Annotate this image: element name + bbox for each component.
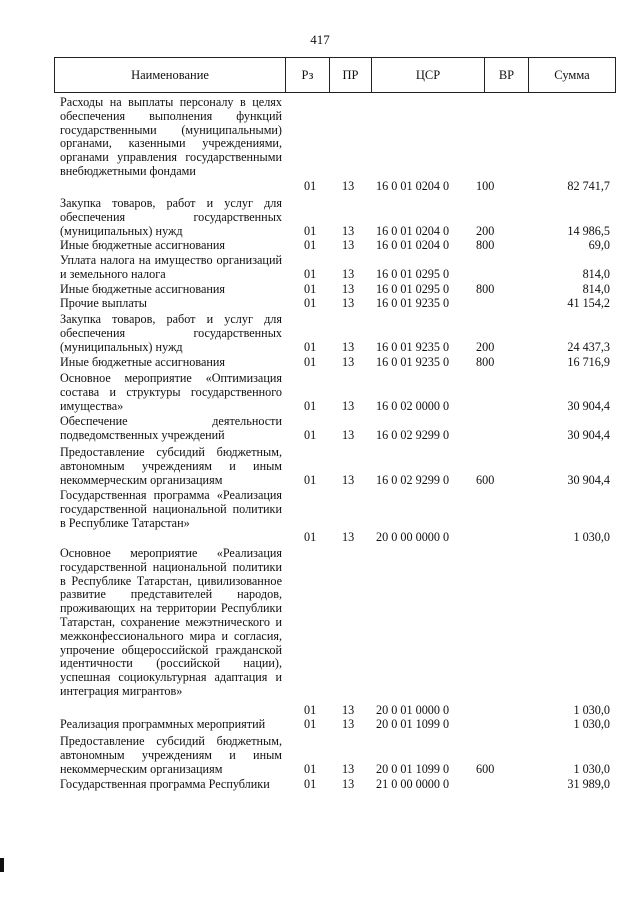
row-sum: 30 904,4 [567,473,610,487]
row-sum: 1 030,0 [573,703,610,717]
row-csr: 20 0 01 1099 0 [376,717,450,731]
row-sum: 14 986,5 [567,224,610,238]
row-csr: 16 0 01 0204 0 [376,179,450,193]
row-name: Основное мероприятие «Реализация государственной национальной политики в Республике Татарстан, цивилизованное развитие представителей народов, проживающих на территории Республики Татарстан, сохранение межэтнического и межконфессионального мира и согласия, упрочение общероссийской гражданской идентичности (российской нации), успешная социокультурная адаптация и интеграция мигрантов» [60,546,282,698]
row-sum: 30 904,4 [567,399,610,413]
row-csr: 21 0 00 0000 0 [376,777,450,791]
row-csr: 20 0 00 0000 0 [376,530,450,544]
header-csr: ЦСР [372,58,485,92]
row-name: Расходы на выплаты персоналу в целях обеспечения выполнения функций государственными (муниципальными) органами, казенными учреждениями, органами управления государственными внебюджетными фондами [60,95,282,178]
row-csr: 20 0 01 1099 0 [376,762,450,776]
row-pr: 13 [342,530,355,544]
row-name: Уплата налога на имущество организаций и земельного налога [60,253,282,281]
header-vr: ВР [485,58,529,92]
row-vr: 600 [476,473,495,487]
row-name: Государственная программа «Реализация государственной национальной политики в Республике Татарстан» [60,488,282,530]
row-sum: 41 154,2 [567,296,610,310]
row-name: Иные бюджетные ассигнования [60,238,226,252]
row-pr: 13 [342,777,355,791]
row-name: Обеспечение деятельности подведомственных учреждений [60,414,282,442]
row-rz: 01 [304,428,317,442]
row-sum: 30 904,4 [567,428,610,442]
header-name: Наименование [55,58,286,92]
row-name: Государственная программа Республики [60,777,270,791]
header-sum: Сумма [554,68,590,82]
row-csr: 16 0 02 9299 0 [376,473,450,487]
table-header [54,57,616,93]
row-pr: 13 [342,179,355,193]
row-vr: 200 [476,340,495,354]
row-rz: 01 [304,355,317,369]
row-pr: 13 [342,399,355,413]
row-rz: 01 [304,224,317,238]
header-rz: Рз [286,58,330,92]
row-rz: 01 [304,530,317,544]
header-pr: ПР [330,58,372,92]
row-sum: 1 030,0 [573,530,610,544]
row-pr: 13 [342,267,355,281]
row-pr: 13 [342,340,355,354]
row-sum: 1 030,0 [573,717,610,731]
row-rz: 01 [304,296,317,310]
row-name: Закупка товаров, работ и услуг для обеспечения государственных (муниципальных) нужд [60,196,282,238]
row-csr: 20 0 01 0000 0 [376,703,450,717]
row-csr: 16 0 02 0000 0 [376,399,450,413]
row-vr: 800 [476,355,495,369]
row-csr: 16 0 01 0295 0 [376,267,450,281]
row-rz: 01 [304,238,317,252]
row-pr: 13 [342,296,355,310]
row-rz: 01 [304,473,317,487]
row-sum: 82 741,7 [567,179,610,193]
row-pr: 13 [342,717,355,731]
row-pr: 13 [342,473,355,487]
row-name: Предоставление субсидий бюджетным, автономным учреждениям и иным некоммерческим организациям [60,445,282,487]
row-pr: 13 [342,355,355,369]
row-rz: 01 [304,267,317,281]
row-pr: 13 [342,238,355,252]
row-csr: 16 0 02 9299 0 [376,428,450,442]
row-rz: 01 [304,777,317,791]
row-sum: 69,0 [588,238,610,252]
row-rz: 01 [304,282,317,296]
row-name: Основное мероприятие «Оптимизация состава и структуры государственного имущества» [60,371,282,413]
row-sum: 814,0 [582,267,610,281]
row-rz: 01 [304,399,317,413]
page-number: 417 [310,32,330,47]
row-pr: 13 [342,282,355,296]
row-sum: 16 716,9 [567,355,610,369]
row-pr: 13 [342,762,355,776]
row-csr: 16 0 01 0204 0 [376,224,450,238]
row-csr: 16 0 01 9235 0 [376,355,450,369]
row-csr: 16 0 01 0295 0 [376,282,450,296]
row-pr: 13 [342,703,355,717]
row-csr: 16 0 01 9235 0 [376,340,450,354]
row-rz: 01 [304,717,317,731]
row-pr: 13 [342,224,355,238]
row-name: Реализация программных мероприятий [60,717,266,731]
row-rz: 01 [304,703,317,717]
row-rz: 01 [304,340,317,354]
row-vr: 100 [476,179,495,193]
scan-margin-mark [0,858,4,872]
row-name: Иные бюджетные ассигнования [60,355,226,369]
row-name: Прочие выплаты [60,296,147,310]
row-name: Иные бюджетные ассигнования [60,282,226,296]
row-vr: 800 [476,282,495,296]
row-vr: 200 [476,224,495,238]
row-name: Закупка товаров, работ и услуг для обеспечения государственных (муниципальных) нужд [60,312,282,354]
row-sum: 31 989,0 [567,777,610,791]
row-vr: 800 [476,238,495,252]
row-rz: 01 [304,179,317,193]
row-sum: 814,0 [582,282,610,296]
row-name: Предоставление субсидий бюджетным, автономным учреждениям и иным некоммерческим организациям [60,734,282,776]
row-sum: 24 437,3 [567,340,610,354]
row-rz: 01 [304,762,317,776]
row-vr: 600 [476,762,495,776]
row-sum: 1 030,0 [573,762,610,776]
row-csr: 16 0 01 9235 0 [376,296,450,310]
row-csr: 16 0 01 0204 0 [376,238,450,252]
row-pr: 13 [342,428,355,442]
